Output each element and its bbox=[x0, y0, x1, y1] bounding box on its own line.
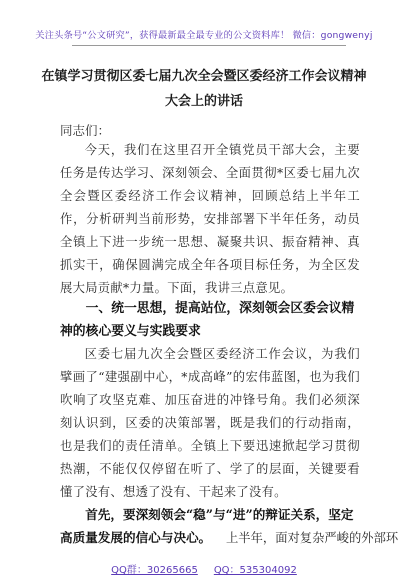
paragraph-first-start bbox=[60, 527, 399, 550]
paragraph-section-1: 区委七届九次全会暨区委经济工作会议，为我们擘画了“建强副中心，*成高峰”的宏伟蓝图，也为我们吹响了攻坚克难、加压奋进的冲锋号角。我们必须深刻认识到，区委的决策部署，既是我们的行动指南，也是我们的责任清单。全镇上下要迅速掀起学习贯彻热潮，不能仅仅停留在听了、学了的层面，关键要看懂了没有、想透了没有、干起来了没有。 bbox=[60, 347, 360, 499]
document-title bbox=[0, 64, 408, 114]
subsection-heading-first: 首先，要深刻领会“稳”与“进”的辩证关系，坚定高质量发展的信心与决心。 bbox=[60, 507, 354, 545]
salutation: 同志们： bbox=[60, 123, 111, 138]
header-divider bbox=[72, 45, 346, 46]
footer-contact bbox=[0, 561, 408, 576]
footer-qq-number[interactable]: QQ：535304092 bbox=[213, 565, 297, 576]
title-line-1: 在镇学习贯彻区委七届九次全会暨区委经济工作会议精神 bbox=[41, 69, 367, 84]
section-heading-1: 一、统一思想，提高站位，深刻领会区委会议精神的核心要义与实践要求 bbox=[60, 301, 355, 339]
footer-qq-group[interactable]: QQ群：30265665 bbox=[111, 565, 198, 576]
title-line-2: 大会上的讲话 bbox=[164, 94, 243, 109]
paragraph-intro: 今天，我们在这里召开全镇党员干部大会，主要任务是传达学习、深刻领会、全面贯彻*区委七届九次全会暨区委经济工作会议精神，回顾总结上半年工作，分析研判当前形势，安排部署下半年任务，动员全镇上下进一步统一思想、凝聚共识、振奋精神、真抓实干，确保圆满完成全年各项目标任务，为全区发展大局贡献*力量。下面，我讲三点意见。 bbox=[60, 143, 360, 295]
header-banner: 关注头条号“公文研究”，获得最新最全最专业的公文资料库！ 微信：gongwenyj bbox=[35, 30, 373, 41]
paragraph-first-text: 上半年，面对复杂严峻的外部环 bbox=[226, 531, 399, 545]
